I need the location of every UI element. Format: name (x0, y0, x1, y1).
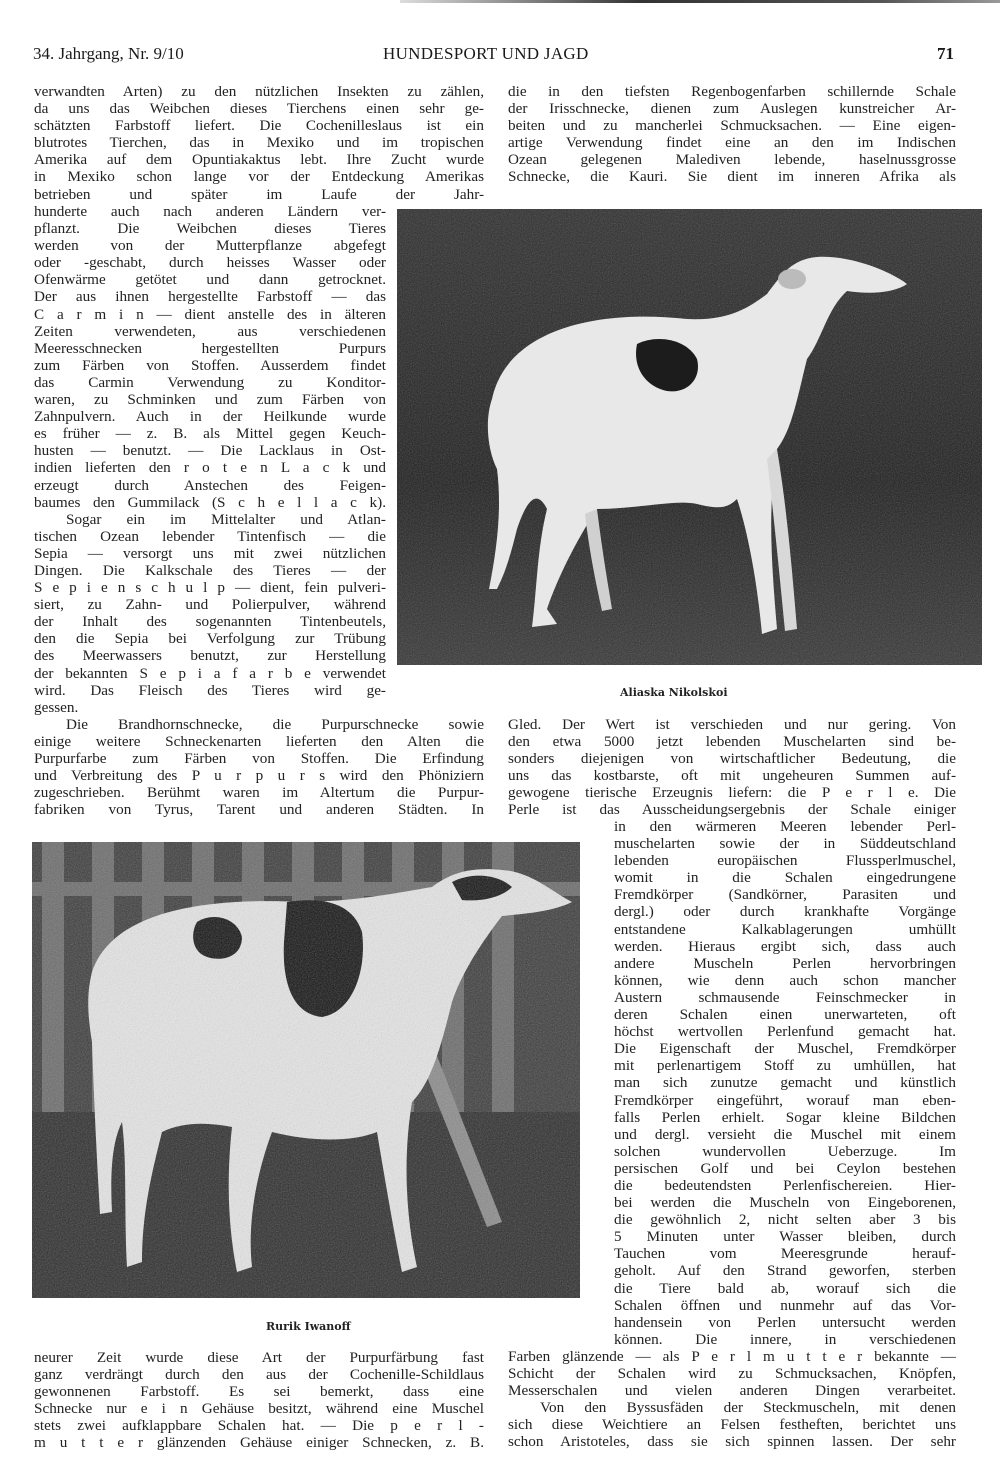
text-line: wird. Das Fleisch des Tieres wird ge- (34, 681, 386, 699)
text-line: 5 Minuten unter Wasser bleiben, durch (614, 1228, 956, 1246)
text-line: sich diese Weichtiere an Felsen festheften, berichtet uns (508, 1416, 956, 1434)
text-line: Schnecke, die Kauri. Sie dient im inneren Afrika als (508, 168, 956, 186)
text-line: lebenden europäischen Flussperlmuschel, (614, 852, 956, 870)
text-line: Der aus ihnen hergestellte Farbstoff — das (34, 288, 386, 306)
text-line: Ofenwärme getötet und dann getrocknet. (34, 271, 386, 289)
text-line: Schalen öffnen und nunmehr auf das Vor- (614, 1296, 956, 1314)
text-line: andere Muscheln Perlen hervorbringen (614, 954, 956, 972)
text-line: blutrotes Tierchen, das in Mexiko und im tropischen (34, 134, 484, 152)
text-line: Sepia — versorgt uns mit zwei nützlichen (34, 544, 386, 562)
text-line: zum Färben von Stoffen. Ausserdem findet (34, 356, 386, 374)
text-line: womit in die Schalen eingedrungene (614, 869, 956, 887)
text-line: in den wärmeren Meeren lebender Perl- (614, 818, 956, 835)
text-line: entstandene Kalkablagerungen umhüllt (614, 920, 956, 938)
text-line: Die Eigenschaft der Muschel, Fremdkörper (614, 1040, 956, 1058)
text-line: können. Die innere, in verschiedenen (614, 1330, 956, 1348)
text-line: solchen wundervollen Ueberzuge. Im (614, 1142, 956, 1160)
text-line: fabriken von Tyrus, Tarent und anderen Städten. In (34, 801, 484, 819)
text-line: baumes den Gummilack (S c h e l l a c k). (34, 493, 386, 511)
text-line: Von den Byssusfäden der Steckmuscheln, mit denen (540, 1399, 956, 1417)
text-line: Farben glänzende — als P e r l m u t t e r bekannte — (508, 1348, 956, 1365)
text-line: mit perlenartigem Stoff zu umhüllen, hat (614, 1057, 956, 1075)
text-line: können, wie denn auch schon mancher (614, 971, 956, 989)
right-column-mid (508, 716, 956, 819)
text-line: tischen Ozean lebender Tintenfisch — die (34, 527, 386, 545)
text-line: gewonnenen Farbstoff. Es sei bemerkt, dass eine (34, 1383, 484, 1401)
text-line: geholt. Auf den Strand geworfen, sterben (614, 1262, 956, 1280)
text-line: des Meerwassers benutzt, zur Herstellung (34, 647, 386, 665)
page-number: 71 (937, 44, 954, 63)
text-line: Sogar ein im Mittelalter und Atlan- (66, 510, 386, 528)
text-line: verwandten Arten) zu den nützlichen Insekten zu zählen, (34, 83, 484, 100)
text-line: in Mexiko schon lange vor der Entdeckung Amerikas (34, 168, 484, 186)
text-line: man sich zunutze gemacht und künstlich (614, 1074, 956, 1092)
text-line: C a r m i n — dient anstelle des in älteren (34, 305, 386, 323)
left-column-mid (34, 716, 484, 819)
text-line: bei werden die Muscheln von Eingeborenen, (614, 1194, 956, 1212)
text-line: waren, zu Schminken und zum Färben von (34, 391, 386, 409)
text-line: falls Perlen erhielt. Sogar kleine Bildchen (614, 1108, 956, 1126)
text-line: gessen. (34, 698, 79, 716)
text-line: Fremdkörper (Sandkörner, Parasiten und (614, 886, 956, 904)
left-column-narrow (34, 203, 386, 716)
photo-caption-aliaska-nikolskoi: Aliaska Nikolskoi (620, 686, 728, 699)
text-line: zugeschrieben. Berühmt waren im Altertum die Purpur- (34, 784, 484, 802)
text-line: das Carmin Verwendung zu Konditor- (34, 373, 386, 391)
text-line: Austern schmausende Feinschmecker in (614, 988, 956, 1006)
text-line: die gewöhnlich 2, nicht selten aber 3 bis (614, 1211, 956, 1229)
borzoi-white-illustration (397, 209, 982, 665)
text-line: Perle ist das Ausscheidungsergebnis der Schale einiger (508, 801, 956, 819)
text-line: neurer Zeit wurde diese Art der Purpurfärbung fast (34, 1349, 484, 1366)
text-line: Dingen. Die Kalkschale des Tieres — der (34, 561, 386, 579)
text-line: werden. Hieraus ergibt sich, dass auch (614, 937, 956, 955)
text-line: gewogene tierische Erzeugnis liefern: die P e r l e. Die (508, 784, 956, 802)
photo-rurik-iwanoff (32, 842, 580, 1298)
text-line: Ozean gelegenen Malediven lebende, haselnussgrosse (508, 151, 956, 169)
text-line: die Tiere bald ab, worauf sich die (614, 1279, 956, 1297)
right-column-narrow (614, 818, 956, 1348)
text-line: Meeresschnecken hergestellten Purpurs (34, 339, 386, 357)
text-line: pflanzt. Die Weibchen dieses Tieres (34, 220, 386, 238)
issue-info: 34. Jahrgang, Nr. 9/10 (33, 44, 184, 63)
text-line: m u t t e r glänzenden Gehäuse einiger Schnecken, z. B. (34, 1434, 484, 1452)
text-line: Zeiten verwendeten, aus verschiedenen (34, 322, 386, 340)
text-line: oder -geschabt, durch heisses Wasser oder (34, 254, 386, 272)
text-line: Die Brandhornschnecke, die Purpurschnecke sowie (66, 716, 484, 733)
right-column-bottom (508, 1348, 956, 1451)
text-line: und dergl. versieht die Muschel mit einem (614, 1125, 956, 1143)
text-line: schätzten Farbstoff liefert. Die Cochenilleslaus ist ein (34, 117, 484, 135)
text-line: hunderte auch nach anderen Ländern ver- (34, 203, 386, 220)
text-line: artige Verwendung findet eine an den im Indischen (508, 134, 956, 152)
text-line: einige weitere Schneckenarten lieferten den Alten die (34, 733, 484, 751)
text-line: den die Sepia bei Verfolgung zur Trübung (34, 630, 386, 648)
text-line: werden von der Mutterpflanze abgefegt (34, 237, 386, 255)
text-line: muschelarten sowie der in Süddeutschland (614, 835, 956, 853)
text-line: Zahnpulvern. Auch in der Heilkunde wurde (34, 408, 386, 426)
text-line: beiten und zu mancherlei Schmucksachen. — Eine eigen- (508, 117, 956, 135)
left-column-top (34, 83, 484, 203)
text-line: ganz verdrängt durch den aus der Cochenille-Schildlaus (34, 1366, 484, 1384)
text-line: Tauchen vom Meeresgrunde herauf- (614, 1245, 956, 1263)
text-line: die bedeutendsten Perlenfischereien. Hier- (614, 1176, 956, 1194)
text-line: da uns das Weibchen dieses Tierchens einen sehr ge- (34, 100, 484, 118)
left-column-bottom (34, 1349, 484, 1452)
text-line: dergl.) oder durch krankhafte Vorgänge (614, 903, 956, 921)
text-line: erzeugt durch Anstechen des Feigen- (34, 476, 386, 494)
text-line: deren Schalen einen unerwarteten, oft (614, 1006, 956, 1024)
text-line: persischen Golf und bei Ceylon bestehen (614, 1159, 956, 1177)
journal-title: HUNDESPORT UND JAGD (383, 44, 589, 63)
text-line: S e p i e n s c h u l p — dient, fein pulveri- (34, 579, 386, 597)
top-rule (400, 0, 1000, 3)
text-line: sonders diejenigen von wirtschaftlicher Bedeutung, die (508, 750, 956, 768)
text-line: Messerschalen und vielen anderen Dingen verarbeitet. (508, 1382, 956, 1400)
text-line: Purpurfarbe zum Färben von Stoffen. Die Erfindung (34, 750, 484, 768)
text-line: die in den tiefsten Regenbogenfarben schillernde Schale (508, 83, 956, 100)
text-line: handensein von Perlen untersucht werden (614, 1313, 956, 1331)
text-line: Amerika auf dem Opuntiakaktus lebt. Ihre Zucht wurde (34, 151, 484, 169)
text-line: siert, zu Zahn- und Polierpulver, während (34, 596, 386, 614)
text-line: der bekannten S e p i a f a r b e verwendet (34, 664, 386, 682)
borzoi-patched-illustration (32, 842, 580, 1298)
text-line: betrieben und später im Laufe der Jahr- (34, 185, 484, 203)
text-line: Fremdkörper eingeführt, worauf man eben- (614, 1091, 956, 1109)
photo-caption-rurik-iwanoff: Rurik Iwanoff (266, 1320, 351, 1333)
text-line: indien lieferten den r o t e n L a c k und (34, 459, 386, 477)
text-line: Gled. Der Wert ist verschieden und nur gering. Von (508, 716, 956, 733)
text-line: höchst wertvollen Perlenfund gemacht hat. (614, 1023, 956, 1041)
text-line: stets zwei aufklappbare Schalen hat. — Die p e r l - (34, 1417, 484, 1435)
text-line: Schicht der Schalen wird zu Schmucksachen, Knöpfen, (508, 1365, 956, 1383)
photo-aliaska-nikolskoi (397, 209, 982, 665)
text-line: husten — benutzt. — Die Lacklaus in Ost- (34, 442, 386, 460)
text-line: Schnecke nur e i n Gehäuse besitzt, während eine Muschel (34, 1400, 484, 1418)
text-line: und Verbreitung des P u r p u r s wird den Phöniziern (34, 767, 484, 785)
text-line: den etwa 5000 jetzt lebenden Muschelarten sind be- (508, 733, 956, 751)
right-column-top (508, 83, 956, 186)
text-line: der Inhalt des sogenannten Tintenbeutels, (34, 613, 386, 631)
text-line: schon Aristoteles, dass sie sich spinnen lassen. Der sehr (508, 1433, 956, 1451)
text-line: der Irisschnecke, dienen zum Auslegen kunstreicher Ar- (508, 100, 956, 118)
text-line: es früher — z. B. als Mittel gegen Keuch- (34, 425, 386, 443)
text-line: uns das kostbarste, oft mit ungeheuren Summen auf- (508, 767, 956, 785)
